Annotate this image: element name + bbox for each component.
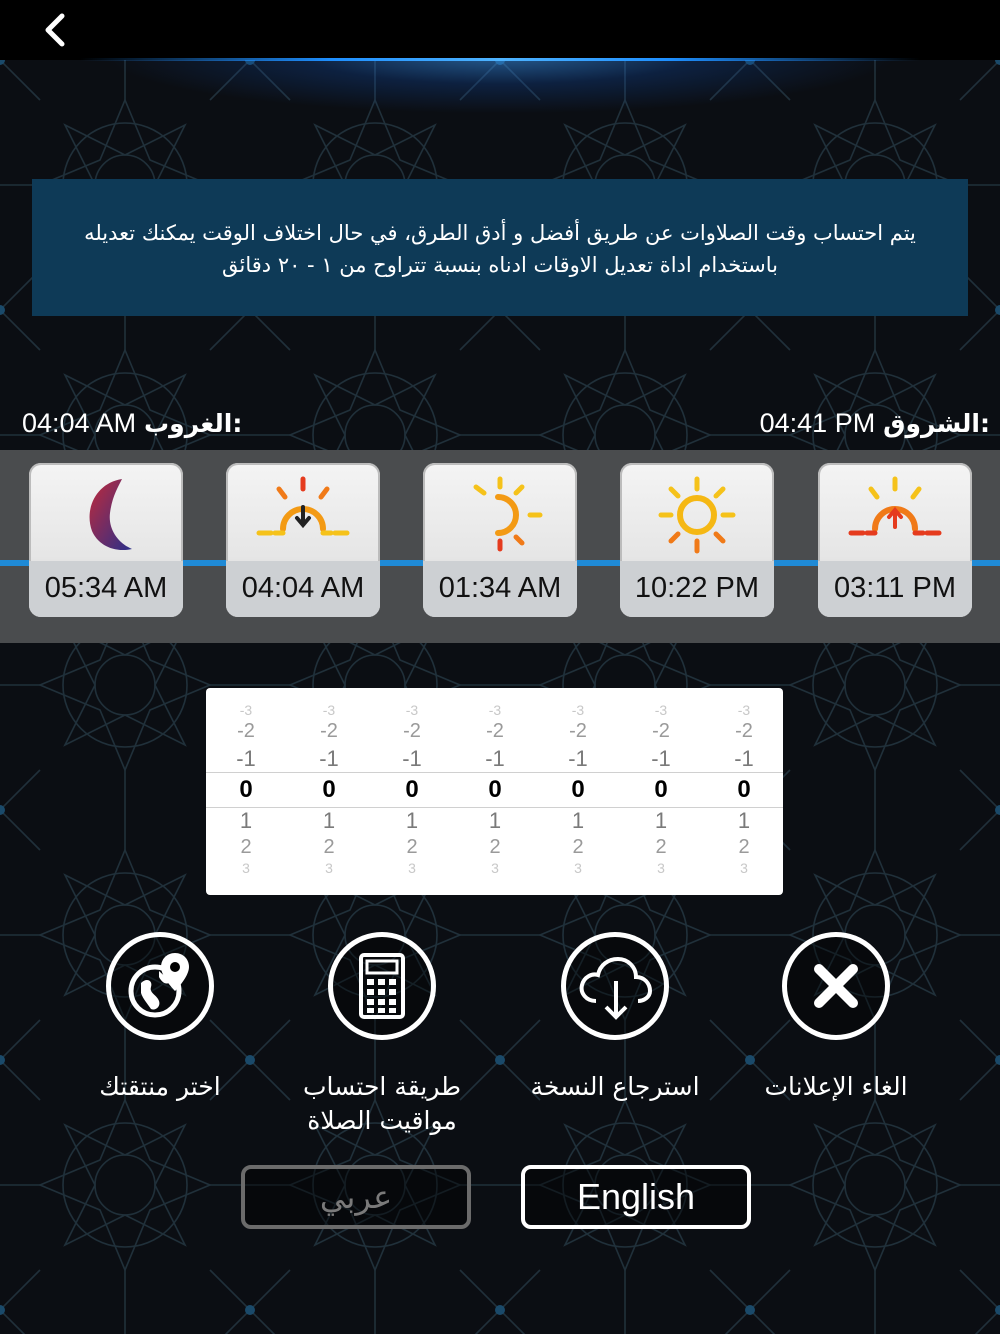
picker-value: -2 xyxy=(320,720,338,742)
picker-value: 0 xyxy=(405,776,419,803)
calculation-method-label-1: طريقة احتساب xyxy=(302,1072,462,1101)
picker-value: 3 xyxy=(740,860,748,876)
chevron-left-icon xyxy=(34,8,78,52)
sunset-time xyxy=(22,408,242,439)
sunrise-value: 04:41 PM xyxy=(759,408,876,438)
picker-column[interactable] xyxy=(216,688,276,895)
picker-value: -3 xyxy=(405,702,419,718)
picker-value: 0 xyxy=(571,776,585,803)
sunrise-icon xyxy=(845,473,945,557)
picker-value: -2 xyxy=(237,720,255,742)
english-language-button[interactable]: English xyxy=(521,1165,751,1229)
picker-value: 0 xyxy=(488,776,502,803)
prayer-time: 10:22 PM xyxy=(620,561,774,617)
picker-value: -1 xyxy=(485,746,505,771)
picker-value: 0 xyxy=(737,776,751,803)
picker-value: 3 xyxy=(574,860,582,876)
picker-value: -1 xyxy=(651,746,671,771)
header-glow-line xyxy=(80,58,920,61)
picker-value: -2 xyxy=(735,720,753,742)
cloud-download-icon xyxy=(566,937,664,1035)
picker-value: 2 xyxy=(572,836,584,858)
picker-value: 0 xyxy=(322,776,336,803)
picker-value: 1 xyxy=(322,808,336,833)
picker-value: 1 xyxy=(654,808,668,833)
prayer-card-dhuhr[interactable] xyxy=(620,463,774,617)
picker-value: 0 xyxy=(239,776,253,803)
picker-value: 2 xyxy=(240,836,252,858)
picker-column[interactable] xyxy=(714,688,774,895)
calculation-method-button[interactable] xyxy=(282,932,482,1138)
picker-value: -1 xyxy=(568,746,588,771)
picker-value: 2 xyxy=(406,836,418,858)
time-adjust-picker xyxy=(206,688,783,895)
info-box xyxy=(32,179,968,316)
picker-value: -3 xyxy=(488,702,502,718)
globe-location-icon xyxy=(111,937,209,1035)
picker-column[interactable] xyxy=(631,688,691,895)
prayer-card-maghrib[interactable] xyxy=(226,463,380,617)
picker-value: -3 xyxy=(571,702,585,718)
crescent-moon-icon xyxy=(56,473,156,557)
picker-value: 1 xyxy=(405,808,419,833)
picker-value: -1 xyxy=(236,746,256,771)
choose-region-button[interactable] xyxy=(60,932,260,1104)
picker-value: -3 xyxy=(737,702,751,718)
sunrise-time xyxy=(760,408,990,439)
picker-value: -1 xyxy=(402,746,422,771)
info-text-line-2: باستخدام اداة تعديل الاوقات ادناه بنسبة تتراوح من ١ - ٢٠ دقائق xyxy=(221,253,778,277)
picker-value: -1 xyxy=(319,746,339,771)
back-button[interactable] xyxy=(34,8,78,52)
calculation-method-label-2: مواقيت الصلاة xyxy=(307,1106,457,1135)
picker-value: 3 xyxy=(491,860,499,876)
prayer-time: 05:34 AM xyxy=(29,561,183,617)
picker-value: 3 xyxy=(408,860,416,876)
picker-value: -3 xyxy=(322,702,336,718)
picker-value: 3 xyxy=(657,860,665,876)
restore-backup-label: استرجاع النسخة xyxy=(530,1072,700,1101)
prayer-card-fajr[interactable] xyxy=(818,463,972,617)
picker-value: 3 xyxy=(325,860,333,876)
sunset-value: 04:04 AM xyxy=(22,408,137,438)
picker-value: 1 xyxy=(239,808,253,833)
picker-value: -2 xyxy=(403,720,421,742)
sunset-label: الغروب: xyxy=(144,409,243,438)
sunrise-label: الشروق: xyxy=(883,409,990,438)
afternoon-sun-icon xyxy=(450,473,550,557)
picker-value: 3 xyxy=(242,860,250,876)
close-icon xyxy=(787,937,885,1035)
picker-value: -1 xyxy=(734,746,754,771)
picker-value: -3 xyxy=(239,702,253,718)
top-bar xyxy=(0,0,1000,60)
prayer-time: 04:04 AM xyxy=(226,561,380,617)
picker-value: -2 xyxy=(569,720,587,742)
arabic-language-button[interactable]: عربي xyxy=(241,1165,471,1229)
remove-ads-label: الغاء الإعلانات xyxy=(764,1072,908,1101)
prayer-time: 03:11 PM xyxy=(818,561,972,617)
calculator-icon xyxy=(333,937,431,1035)
picker-value: 2 xyxy=(738,836,750,858)
picker-value: 0 xyxy=(654,776,668,803)
picker-value: 1 xyxy=(737,808,751,833)
picker-column[interactable] xyxy=(382,688,442,895)
picker-column[interactable] xyxy=(548,688,608,895)
picker-value: 2 xyxy=(655,836,667,858)
prayer-card-asr[interactable] xyxy=(423,463,577,617)
prayer-card-isha[interactable] xyxy=(29,463,183,617)
picker-column[interactable] xyxy=(299,688,359,895)
remove-ads-button[interactable] xyxy=(736,932,936,1104)
picker-column[interactable] xyxy=(465,688,525,895)
picker-value: 1 xyxy=(488,808,502,833)
picker-value: -3 xyxy=(654,702,668,718)
choose-region-label: اختر منتقتك xyxy=(99,1072,221,1101)
noon-sun-icon xyxy=(647,473,747,557)
picker-value: 2 xyxy=(489,836,501,858)
info-text-line-1: يتم احتساب وقت الصلاوات عن طريق أفضل و أدق الطرق، في حال اختلاف الوقت يمكنك تعديله xyxy=(84,221,916,245)
sun-times-row xyxy=(0,408,1000,448)
restore-backup-button[interactable] xyxy=(515,932,715,1104)
header-glow xyxy=(100,54,900,114)
picker-value: 1 xyxy=(571,808,585,833)
picker-value: -2 xyxy=(486,720,504,742)
picker-value: 2 xyxy=(323,836,335,858)
prayer-time: 01:34 AM xyxy=(423,561,577,617)
picker-value: -2 xyxy=(652,720,670,742)
sunset-icon xyxy=(253,473,353,557)
